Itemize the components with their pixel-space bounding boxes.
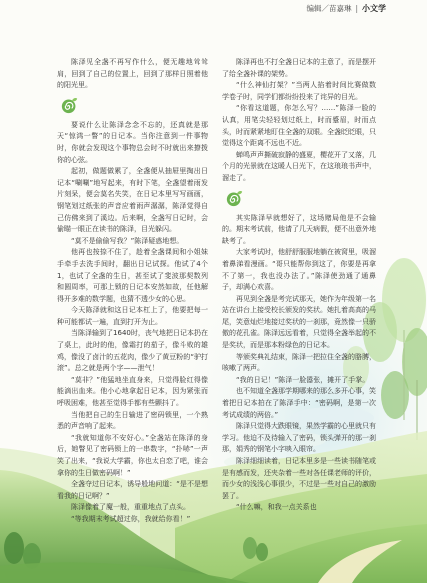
body-paragraph: 陈泽像着了魔一般，重重地点了点头。 [71,503,190,512]
leaf-swirl-icon [226,190,243,207]
body-paragraph: 陈泽细细读着，日记本里多是一些读书随笔或是有感而发，还夹杂着一些对各任课老师的评价，而少女的浅浅心事很少，不过是一些对自己的激励罢了。 [222,457,376,500]
header-separator: | [355,4,358,13]
left-text-column [57,57,208,579]
page-header [306,4,386,14]
section-break [222,185,376,213]
body-paragraph: 也不知道全盏那学期哪来的那么多开心事，笑着把日记本拍在了陈泽手中：“密码啊，是第一次考试成绩的两倍。” [222,387,376,419]
body-paragraph: 蝉鸣声声撕破寂静的盛夏，樱花开了又落，几个月的光景就在这暖人日光下，在这琅琅书声中，溜走了。 [222,150,376,182]
body-paragraph: “莫非？”他猛地坐直身来，只觉得脸红得像能滴出血来。他小心地拿起日记本，因为紧张而呼吸困难，他甚至觉得手都有些颤抖了。 [57,375,208,408]
body-paragraph: 要说什么让陈泽念念不忘的，还真就是那天“惊鸿一瞥”的日记本。当你注意到一件事物时，你就会发现这个事物总会时不时就出来撩拨你的心弦。 [57,120,208,164]
body-paragraph: 当他把自己的生日输进了密码锁里，一个熟悉的声音响了起来。 [57,410,208,431]
leaf-swirl-icon [61,97,78,114]
body-paragraph: “什么嘛，和我一点关系也 [236,503,317,512]
body-paragraph: 其实陈泽早就想好了，这场赌局他是不会输的。期末考试前，他请了几天病假，便不出意外地缺考了。 [222,213,376,245]
body-paragraph: 陈泽见全盏不再写作什么，便无趣地耸耸肩，回到了自己的位置上，回到了那样日照着他的阳光里。 [57,58,208,90]
body-paragraph: 再见到全盏是考完试那天，她作为年级第一名站在讲台上接受校长颁发的奖状。她扎着高高的马尾，笑意灿烂地接过奖状的一刹那，竟然像一只骄傲的花孔雀。陈泽远远看着，只觉得全盏举起的不是奖状，而是那本粉绿色的日记本。 [222,294,376,350]
body-paragraph: “什么神仙打架？”当两人掐着时间比赛做数学卷子时，同学们都纷纷投来了诧异的目光。 [222,81,376,101]
body-paragraph: “我的日记！”陈泽一脸嚣张，摊开了手掌。 [236,375,370,384]
body-paragraph: “你看这道题，你怎么写？……”陈泽一脸的认真，用笔尖轻轻划过纸上，时而蹙眉，时而点头，时而紧紧地盯住全盏的双眼。全盏眨眨眼，只觉得这个距离不远也不近。 [222,104,376,148]
tree [4,532,24,564]
body-paragraph: 等颁奖典礼结束，陈泽一把拉住全盏的胳膊，咳嗽了两声。 [222,352,376,373]
body-paragraph: 全盏夺过日记本，诱导般地问道：“是不是想看我的日记啊？” [57,480,208,500]
tree [381,371,409,419]
section-break [57,92,208,120]
body-paragraph: 大家考试时，他舒舒服服地躺在被窝里，吸溜着鼻涕看漫画。“哥只能帮你到这了，你要是再拿不了第一，我也没办法了。”陈泽使劲通了通鼻子，却满心欢喜。 [222,248,376,292]
body-paragraph: “等我期末考试超过你，我就给你看！” [71,514,191,523]
body-paragraph: “莫不是偷偷写我？”陈泽疑惑地想。 [71,236,184,245]
editor-credit: 编辑／苗嘉琳 [306,4,352,13]
body-paragraph: 今天陈泽就和这日记本杠上了，他要把每一种可能都试一遍，直到打开为止。 [57,306,208,326]
column-name: 小文学 [362,4,386,13]
body-paragraph: 他再也按捺不住了，趁着全盏课间和小姐妹手牵手去洗手间时，翻出日记试探。他试了4个1，也试了全盏的生日，甚至试了斐波那契数列和圆周率，可那上锁的日记本安然如故，任他解得开多难的数学题，也猜不透少女的心思。 [57,248,208,303]
body-paragraph: 陈泽只觉得大跌眼镜，果然学霸的心里就只有学习。他迫不及待输入了密码，锁头弹开的那一刹那，娟秀的钢笔小字映入眼帘。 [222,422,376,454]
body-paragraph: 起初，做题做累了，全盏便从抽屉里掏出日记本“唰唰”地写起来，有时下笔，全盏望着雨发片刻呆，便会莫名失笑，在日记本里写写画画，钢笔划过纸张的声音应着雨声潺潺，陈泽觉得自己仿佛来到了溪边。后来啊，全盏写日记时，会偷瞄一眼正在读书的陈泽，目光躲闪。 [57,167,208,234]
body-paragraph: 陈泽再也不打全盏日记本的主意了，而是摆开了给全盏补课的架势。 [222,58,376,78]
body-paragraph: “我就知道你不安好心。”全盏站在陈泽的身后，她瞥见了密码锁上的一串数字，“扑哧”一声笑了出来，“我说大学霸，你也太自恋了吧，谁会拿你的生日做密码啊！” [57,433,208,477]
body-paragraph: 当陈泽输到了1640时，丧气地把日记本扔在了桌上，此时的他，像霜打的茄子，像斗败的雄鸡，像没了卤汁的五花肉，像少了黄豆粉的“驴打滚”。总之就是两个字——泄气！ [57,329,208,373]
right-text-column [222,57,376,579]
